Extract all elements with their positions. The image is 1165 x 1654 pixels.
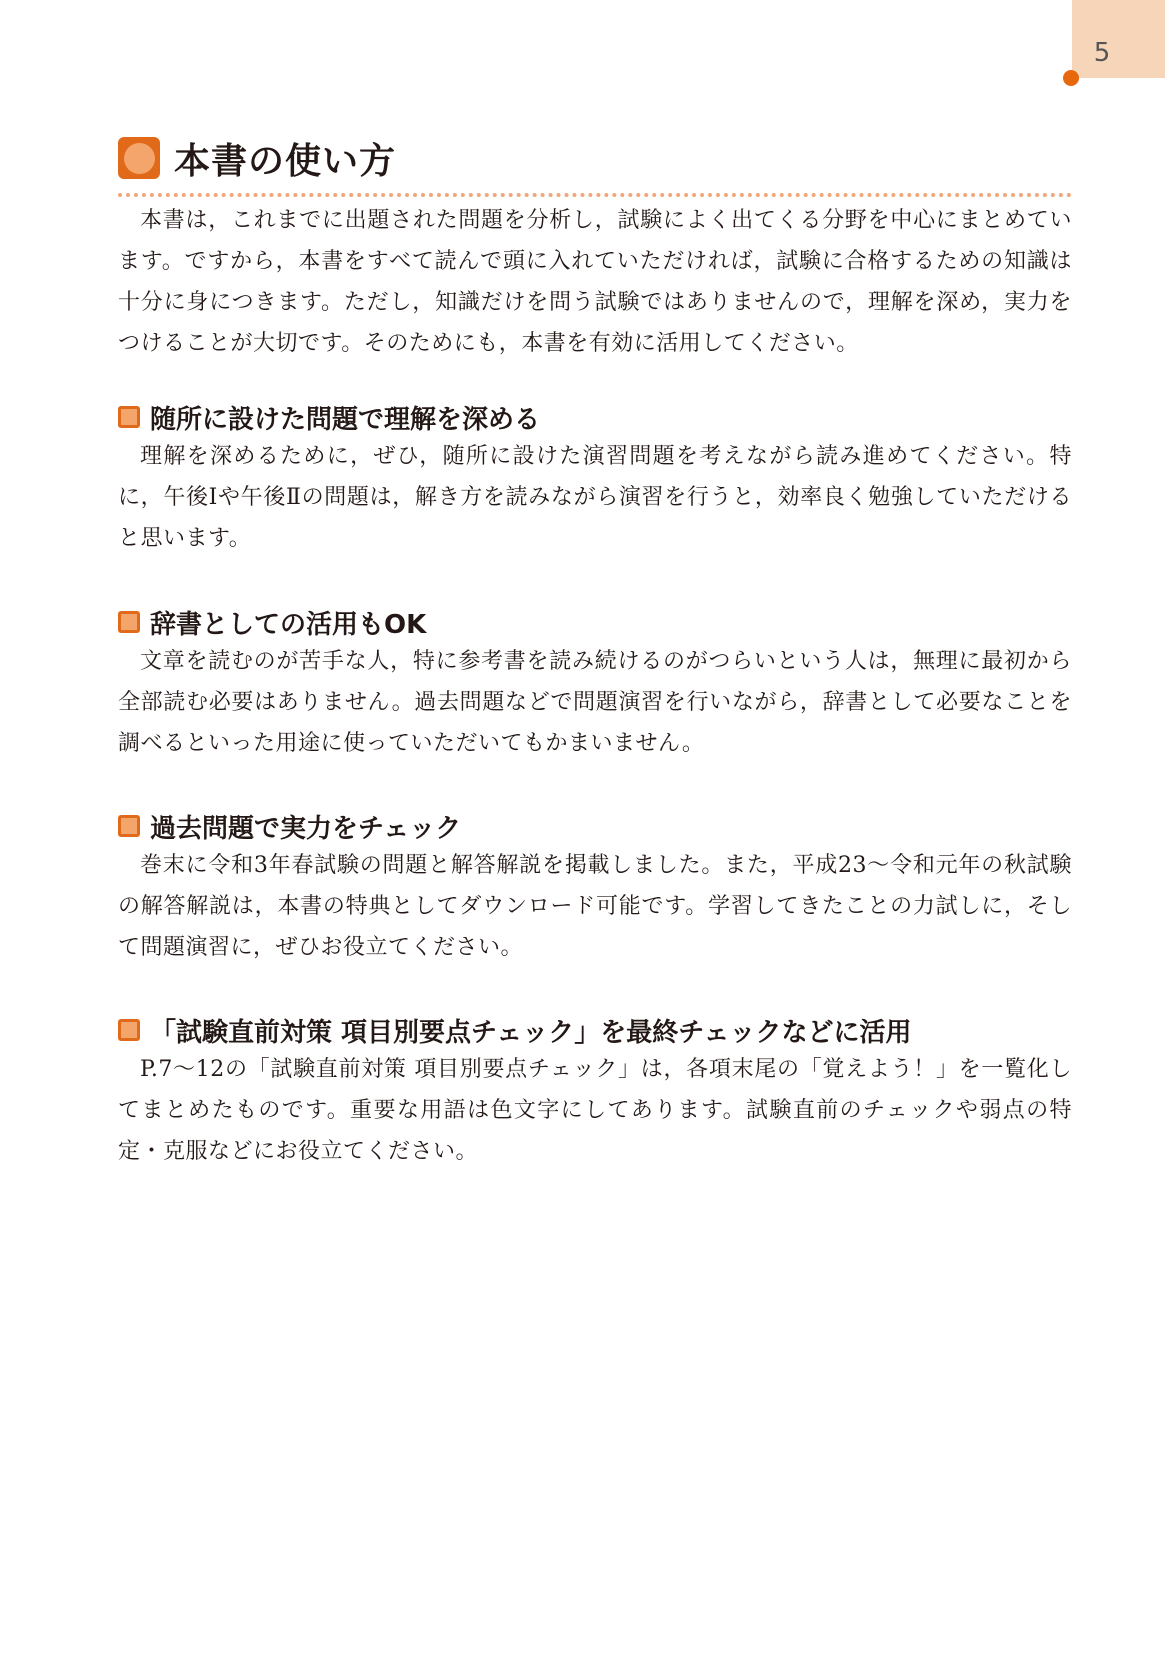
section-past-exams [118,807,1072,968]
section-heading-row [118,603,1072,641]
section-heading: 過去問題で実力をチェック [150,813,462,844]
page-title: 本書の使い方 [174,140,397,182]
orange-square-bullet-icon [118,611,140,633]
title-dotted-rule [118,193,1072,197]
section-heading-row [118,807,1072,845]
orange-square-bullet-icon [118,815,140,837]
section-heading: 随所に設けた問題で理解を深める [150,404,541,435]
page-title-block [118,133,1072,197]
section-heading-row [118,1011,1072,1049]
section-heading: 「試験直前対策 項目別要点チェック」を最終チェックなどに活用 [150,1017,912,1048]
section-understanding [118,398,1072,559]
page-marker-dot [1063,70,1079,86]
section-body: 理解を深めるために，ぜひ，随所に設けた演習問題を考えながら読み進めてください。特に，午後Ⅰや午後Ⅱの問題は，解き方を読みながら演習を行うと，効率良く勉強していただけると思います。 [118,444,1072,551]
section-heading: 辞書としての活用もOK [150,609,427,640]
section-heading-row [118,398,1072,436]
intro-section [118,200,1072,364]
orange-square-bullet-icon [118,406,140,428]
section-dictionary [118,603,1072,764]
title-icon-circle [124,143,155,174]
orange-circle-square-icon [118,137,160,179]
section-body: P.7～12の「試験直前対策 項目別要点チェック」は，各項末尾の「覚えよう！」を一覧化してまとめたものです。重要な用語は色文字にしてあります。試験直前のチェックや弱点の特定・克服などにお役立てください。 [118,1057,1072,1164]
page-title-row [118,133,1072,183]
intro-paragraph: 本書は，これまでに出題された問題を分析し，試験によく出てくる分野を中心にまとめています。ですから，本書をすべて読んで頭に入れていただければ，試験に合格するための知識は十分に身につきます。ただし，知識だけを問う試験ではありませんので，理解を深め，実力をつけることが大切です。そのためにも，本書を有効に活用してください。 [118,208,1072,356]
section-body: 文章を読むのが苦手な人，特に参考書を読み続けるのがつらいという人は，無理に最初から全部読む必要はありません。過去問題などで問題演習を行いながら，辞書として必要なことを調べるといった用途に使っていただいてもかまいません。 [118,649,1072,756]
section-final-check [118,1011,1072,1172]
orange-square-bullet-icon [118,1019,140,1041]
section-body: 巻末に令和3年春試験の問題と解答解説を掲載しました。また，平成23～令和元年の秋試験の解答解説は，本書の特典としてダウンロード可能です。学習してきたことの力試しに，そして問題演習に，ぜひお役立てください。 [118,853,1072,960]
page-number: 5 [1093,38,1111,68]
